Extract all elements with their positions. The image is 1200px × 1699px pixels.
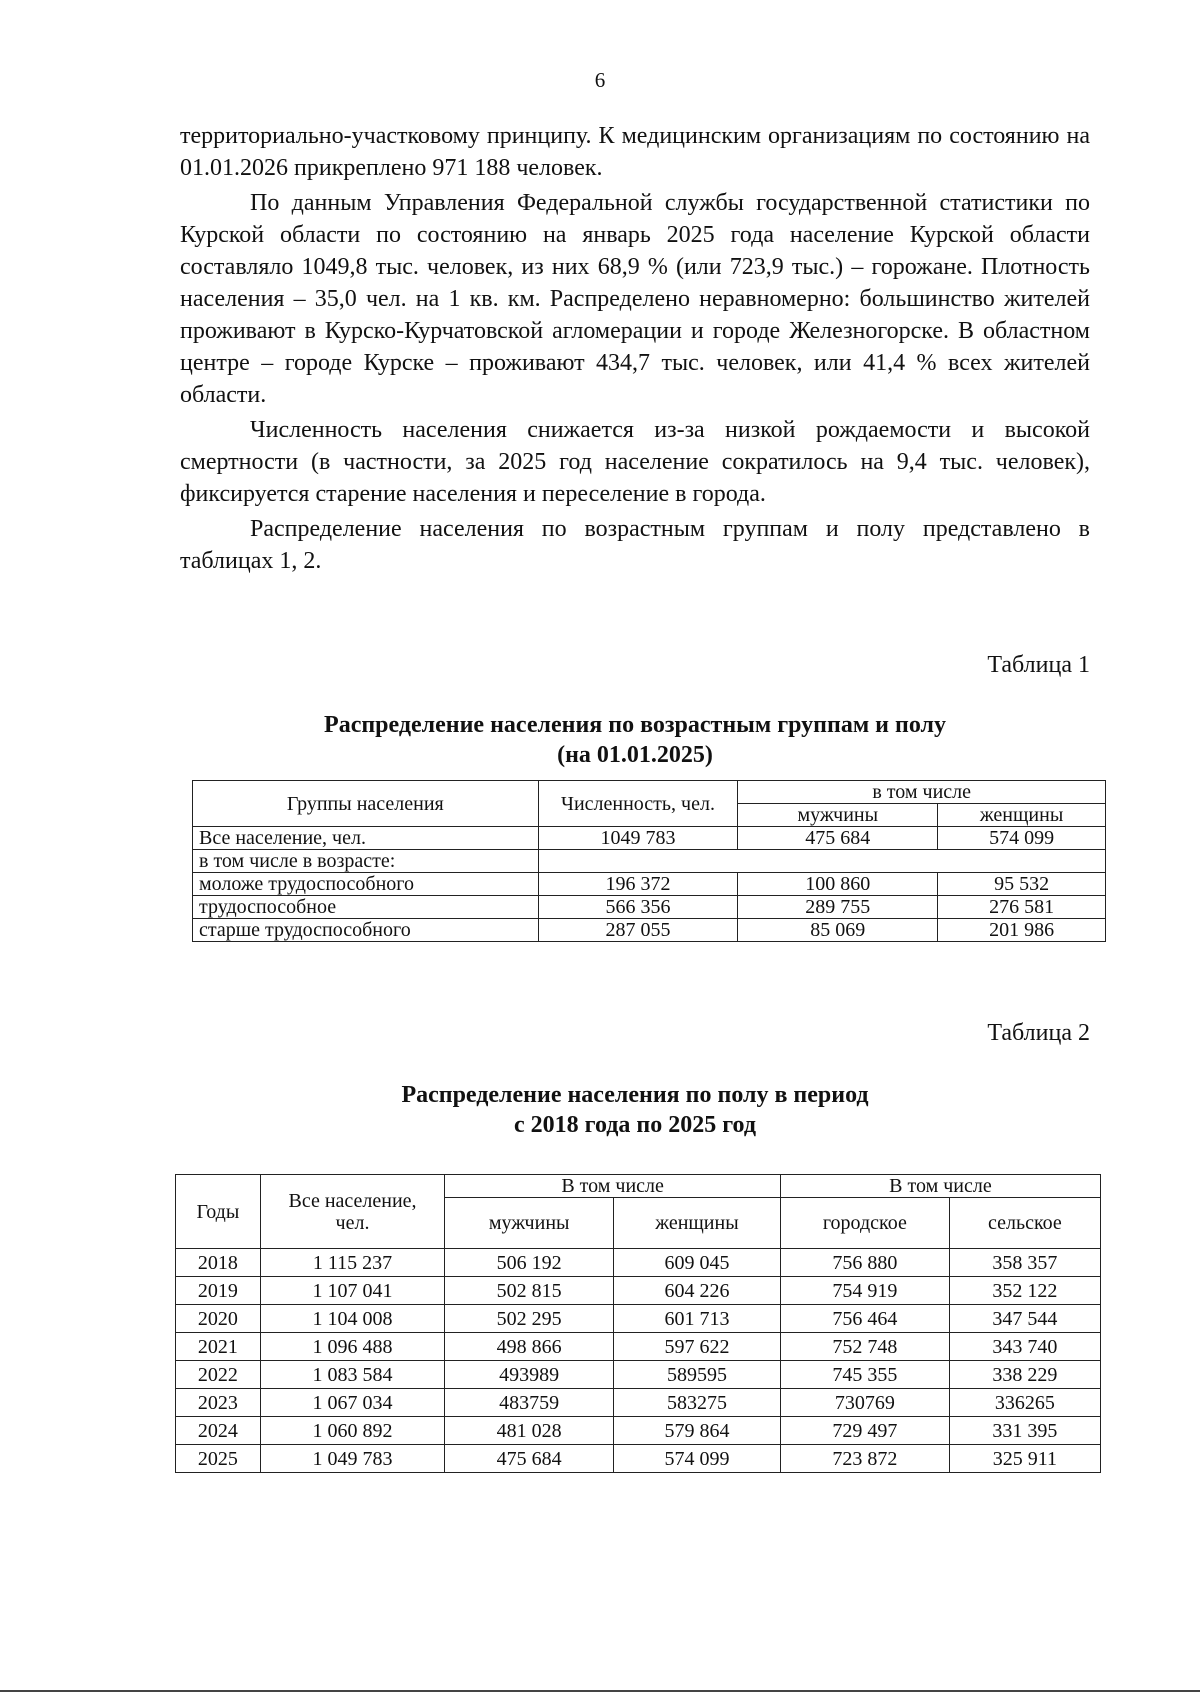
paragraph: территориально-участковому принципу. К медицинским организациям по состоянию на 01.01.2026 прикреплено 971 188 человек. (180, 123, 1090, 181)
table-row (176, 1417, 1101, 1445)
table-cell: 336265 (949, 1389, 1100, 1417)
table-cell: 756 880 (780, 1249, 949, 1277)
page-edge-line (0, 1690, 1200, 1692)
table-cell: 502 815 (445, 1277, 614, 1305)
table2-header-incl-a: В том числе (445, 1175, 781, 1198)
page-number: 6 (594, 68, 606, 92)
table-cell: 601 713 (614, 1305, 781, 1333)
table2-title (0, 1080, 1200, 1140)
table-cell: 325 911 (949, 1445, 1100, 1473)
table1-title (0, 710, 1200, 770)
table-cell: 1 049 783 (260, 1445, 445, 1473)
table2-title-line2: с 2018 года по 2025 год (514, 1112, 756, 1138)
table1-total-label: Все население, чел. (193, 827, 539, 850)
table-cell: 85 069 (738, 919, 938, 942)
table1-title-line1: Распределение населения по возрастным группам и полу (324, 712, 946, 738)
table-cell: 287 055 (538, 919, 738, 942)
table-row (176, 1249, 1101, 1277)
table-cell: 597 622 (614, 1333, 781, 1361)
table-cell: 2018 (176, 1249, 261, 1277)
table-cell: 347 544 (949, 1305, 1100, 1333)
table-cell: 502 295 (445, 1305, 614, 1333)
table-cell: 579 864 (614, 1417, 781, 1445)
paragraph: Численность населения снижается из-за низкой рождаемости и высокой смертности (в частности, за 2025 год население сократилось на 9,4 тыс. человек), фиксируется старение населения и переселение в города. (180, 417, 1090, 507)
table-cell: 2020 (176, 1305, 261, 1333)
table-cell: 506 192 (445, 1249, 614, 1277)
table-cell: 1 115 237 (260, 1249, 445, 1277)
table-cell: 1 083 584 (260, 1361, 445, 1389)
table-cell: 2022 (176, 1361, 261, 1389)
table-row (176, 1389, 1101, 1417)
paragraph: По данным Управления Федеральной службы государственной статистики по Курской области по состоянию на январь 2025 года население Курской области составляло 1049,8 тыс. человек, из них 68,9 % (или 723,9 тыс.) – горожане. Плотность населения – 35,0 чел. на 1 кв. км. Распределено неравномерно: большинство жителей проживают в Курско-Курчатовской агломерации и городе Железногорске. В областном центре – городе Курске – проживают 434,7 тыс. человек, или 41,4 % всех жителей области. (180, 190, 1090, 408)
table-row (176, 1445, 1101, 1473)
table2-header-incl-b: В том числе (780, 1175, 1100, 1198)
table-cell: 604 226 (614, 1277, 781, 1305)
table2-title-line1: Распределение населения по полу в период (401, 1082, 869, 1108)
table-cell: 566 356 (538, 896, 738, 919)
table-cell: 754 919 (780, 1277, 949, 1305)
table-row (176, 1361, 1101, 1389)
table-cell: 1 096 488 (260, 1333, 445, 1361)
table-cell: 100 860 (738, 873, 938, 896)
table-cell: 729 497 (780, 1417, 949, 1445)
table1-header-group: Группы населения (193, 781, 539, 827)
table-cell: 201 986 (938, 919, 1106, 942)
table1-header-count: Численность, чел. (538, 781, 738, 827)
table-cell: 475 684 (445, 1445, 614, 1473)
table1 (192, 780, 1106, 942)
table1-header-incl: в том числе (738, 781, 1106, 804)
table-row (193, 850, 1106, 873)
table2-header-rural: сельское (949, 1198, 1100, 1249)
table-cell: 95 532 (938, 873, 1106, 896)
table1-title-line2: (на 01.01.2025) (557, 742, 713, 768)
table-cell: моложе трудоспособного (193, 873, 539, 896)
table2-header-all: Все население, чел. (260, 1175, 445, 1249)
table-cell: 745 355 (780, 1361, 949, 1389)
table-cell: 352 122 (949, 1277, 1100, 1305)
table-cell: 1 107 041 (260, 1277, 445, 1305)
table-cell: 2025 (176, 1445, 261, 1473)
table-cell: 1 104 008 (260, 1305, 445, 1333)
table-cell: 752 748 (780, 1333, 949, 1361)
table-cell: 276 581 (938, 896, 1106, 919)
table1-header-men: мужчины (738, 804, 938, 827)
paragraph: Распределение населения по возрастным группам и полу представлено в таблицах 1, 2. (180, 516, 1090, 574)
table-row (193, 827, 1106, 850)
table-cell: трудоспособное (193, 896, 539, 919)
table-cell: 483759 (445, 1389, 614, 1417)
table-row (193, 919, 1106, 942)
table2-body (176, 1249, 1101, 1473)
table2-header-women: женщины (614, 1198, 781, 1249)
table-cell: 730769 (780, 1389, 949, 1417)
table-cell: 756 464 (780, 1305, 949, 1333)
table-row (176, 1277, 1101, 1305)
table-cell (538, 850, 1105, 873)
table-cell: 583275 (614, 1389, 781, 1417)
table2-header-urban: городское (780, 1198, 949, 1249)
table-cell: 1049 783 (538, 827, 738, 850)
table-row (176, 1305, 1101, 1333)
table-cell: 574 099 (938, 827, 1106, 850)
table2-header-years: Годы (176, 1175, 261, 1249)
table-cell: 2023 (176, 1389, 261, 1417)
table-row (193, 896, 1106, 919)
table-cell: 609 045 (614, 1249, 781, 1277)
table-cell: 589595 (614, 1361, 781, 1389)
table1-subheading: в том числе в возрасте: (193, 850, 539, 873)
table-cell: 196 372 (538, 873, 738, 896)
table-cell: 2019 (176, 1277, 261, 1305)
table-row (176, 1333, 1101, 1361)
table2-header-men: мужчины (445, 1198, 614, 1249)
table-cell: 475 684 (738, 827, 938, 850)
table-cell: 574 099 (614, 1445, 781, 1473)
table-cell: старше трудоспособного (193, 919, 539, 942)
table2-label: Таблица 2 (987, 1020, 1090, 1046)
table-cell: 723 872 (780, 1445, 949, 1473)
table1-label: Таблица 1 (987, 652, 1090, 678)
table1-header-women: женщины (938, 804, 1106, 827)
table-cell: 289 755 (738, 896, 938, 919)
table-cell: 1 060 892 (260, 1417, 445, 1445)
table-cell: 358 357 (949, 1249, 1100, 1277)
table-cell: 343 740 (949, 1333, 1100, 1361)
table-row (193, 873, 1106, 896)
body-text (180, 120, 1090, 580)
table-cell: 493989 (445, 1361, 614, 1389)
table-cell: 338 229 (949, 1361, 1100, 1389)
table-cell: 331 395 (949, 1417, 1100, 1445)
table2 (175, 1174, 1101, 1473)
table-cell: 481 028 (445, 1417, 614, 1445)
table-cell: 1 067 034 (260, 1389, 445, 1417)
table-cell: 498 866 (445, 1333, 614, 1361)
table-cell: 2024 (176, 1417, 261, 1445)
table-cell: 2021 (176, 1333, 261, 1361)
